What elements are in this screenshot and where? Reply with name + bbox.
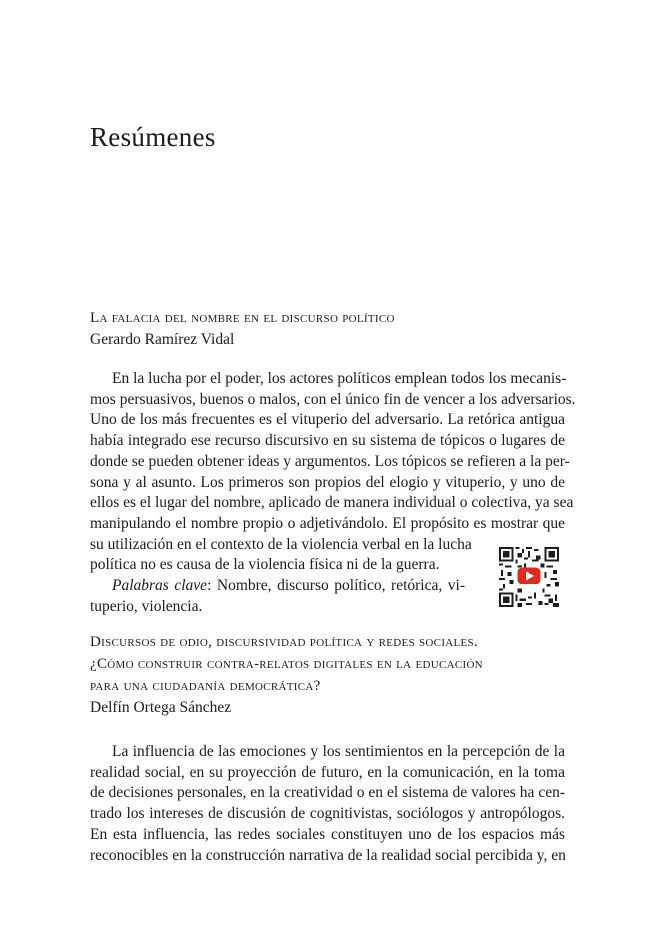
article-2-title-line: para una ciudadanía democrática?: [90, 678, 321, 694]
qr-code-icon[interactable]: [499, 547, 559, 607]
article-1-author: Gerardo Ramírez Vidal: [90, 331, 235, 348]
article-1-abstract: [90, 369, 576, 617]
article-1-title: La falacia del nombre en el discurso político: [90, 310, 395, 326]
abstract-line: La influencia de las emociones y los sentimientos en la percepción de la: [112, 743, 565, 760]
keywords-values: : Nombre, discurso político, retórica, vi-: [207, 577, 465, 595]
abstract-line: trado los intereses de discusión de cognitivistas, sociólogos y antropólogos.: [90, 805, 565, 823]
article-2-title-line: Discursos de odio, discursividad política y redes sociales.: [90, 634, 479, 650]
article-2-title-line: ¿Cómo construir contra-relatos digitales en la educación: [90, 656, 483, 672]
article-2-title: [90, 631, 570, 697]
abstract-line: donde se pueden obtener ideas y argumentos. Los tópicos se refieren a la per-: [90, 452, 570, 470]
abstract-line: mos persuasivos, buenos o malos, con el único fin de vencer a los adversarios.: [90, 390, 576, 408]
keywords-line: [90, 576, 465, 597]
abstract-line: Uno de los más frecuentes es el vituperio del adversario. La retórica antigua: [90, 411, 565, 429]
abstract-line: de decisiones personales, en la creatividad o en el sistema de valores ha cen-: [90, 784, 565, 802]
abstract-line: En esta influencia, las redes sociales constituyen uno de los espacios más: [90, 825, 565, 843]
abstract-line: manipulando el nombre propio o adjetivándolo. El propósito es mostrar que: [90, 514, 565, 532]
abstract-line: ellos es el lugar del nombre, aplicado de manera individual o colectiva, ya sea: [90, 494, 574, 512]
page-title: Resúmenes: [90, 122, 216, 152]
play-icon: [518, 568, 541, 585]
abstract-line: había integrado ese recurso discursivo en su sistema de tópicos o lugares de: [90, 432, 565, 450]
abstract-line: En la lucha por el poder, los actores políticos emplean todos los mecanis-: [112, 370, 567, 387]
abstract-line: realidad social, en su proyección de futuro, en la comunicación, en la toma: [90, 763, 565, 781]
abstract-line: sona y al asunto. Los primeros son propios del elogio y vituperio, y uno de: [90, 473, 565, 491]
abstract-line: su utilización en el contexto de la violencia verbal en la lucha: [90, 535, 472, 553]
keywords-line-2: tuperio, violencia.: [90, 597, 203, 615]
article-2-abstract: [90, 742, 565, 866]
keywords-label: Palabras clave: [112, 577, 208, 595]
abstract-line: política no es causa de la violencia física ni de la guerra.: [90, 556, 440, 574]
abstract-line: reconocibles en la construcción narrativa de la realidad social percibida y, en: [90, 846, 566, 864]
article-2-author: Delfín Ortega Sánchez: [90, 699, 232, 716]
